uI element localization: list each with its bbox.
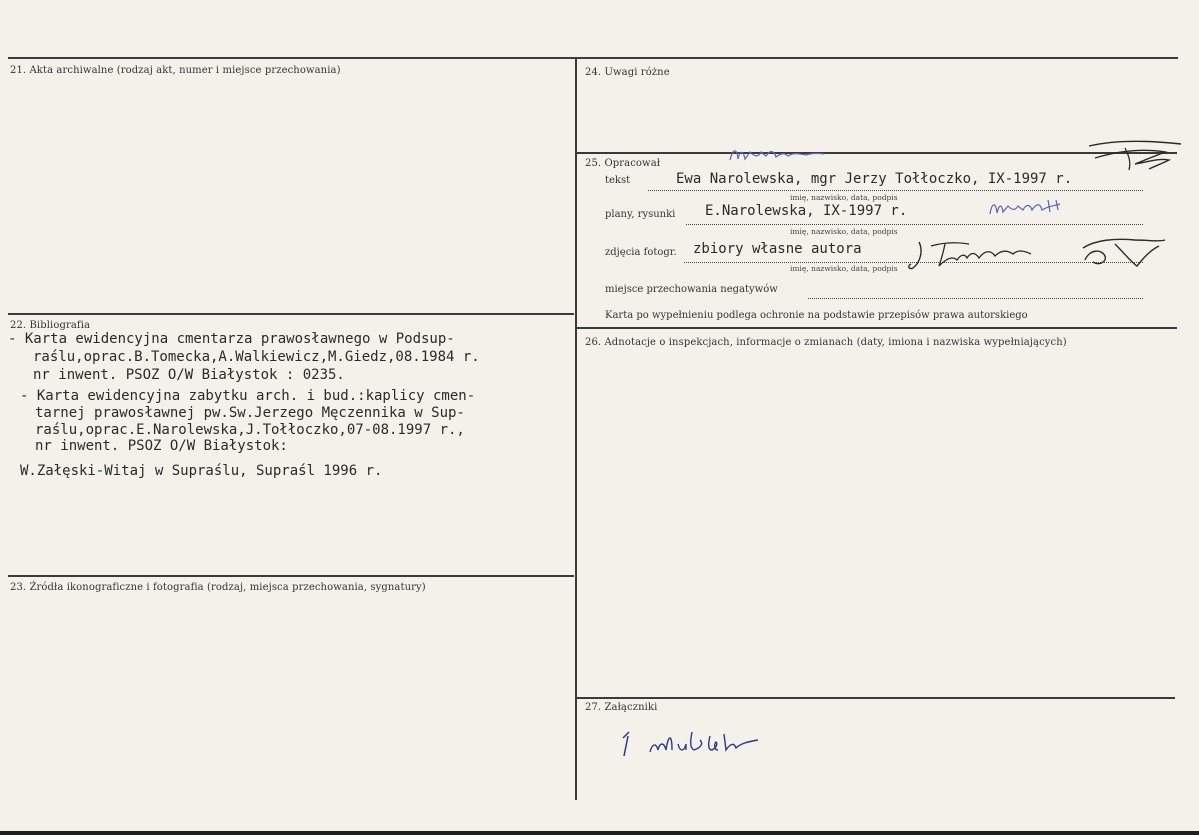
divider-22-23 — [8, 575, 574, 577]
attachments-handwritten-note — [620, 726, 765, 760]
bibliography-line: - Karta ewidencyjna cmentarza prawosławnego w Podsup- — [8, 331, 455, 347]
signature-narolewska-plans — [988, 196, 1068, 220]
text-row-label: tekst — [605, 175, 631, 186]
divider-26-27 — [577, 697, 1175, 699]
signature-tolloczko-paraph-1 — [1085, 138, 1185, 172]
section-27-label: 27. Załączniki — [585, 702, 658, 713]
bibliography-line: nr inwent. PSOZ O/W Białystok: — [35, 438, 288, 454]
signature-tolloczko-photos — [905, 236, 1040, 274]
copyright-note: Karta po wypełnieniu podlega ochronie na podstawie przepisów prawa autorskiego — [605, 310, 1028, 321]
plans-row-caption: imię, nazwisko, data, podpis — [790, 227, 898, 236]
divider-21-22 — [8, 313, 574, 315]
card-bottom-edge — [0, 831, 1199, 835]
negatives-row-label: miejsce przechowania negatywów — [605, 284, 778, 295]
section-26-label: 26. Adnotacje o inspekcjach, informacje o zmianach (daty, imiona i nazwiska wypełniających) — [585, 337, 1067, 348]
text-row-caption: imię, nazwisko, data, podpis — [790, 193, 898, 202]
center-divider — [575, 57, 577, 800]
section-23-label: 23. Źródła ikonograficzne i fotografia (rodzaj, miejsca przechowania, sygnatury) — [10, 582, 426, 593]
bibliography-line: W.Załęski-Witaj w Supraślu, Supraśl 1996 r. — [20, 463, 383, 479]
divider-25-26 — [577, 327, 1177, 329]
bibliography-line: raślu,oprac.E.Narolewska,J.Tołłoczko,07-08.1997 r., — [35, 422, 465, 438]
plans-row-value: E.Narolewska, IX-1997 r. — [705, 203, 908, 219]
plans-row-line — [686, 224, 1143, 225]
photos-row-value: zbiory własne autora — [693, 241, 862, 257]
top-rule — [8, 57, 1178, 59]
bibliography-line: - Karta ewidencyjna zabytku arch. i bud.:kaplicy cmen- — [20, 388, 476, 404]
negatives-row-line — [808, 298, 1143, 299]
plans-row-label: plany, rysunki — [605, 209, 676, 220]
text-row-line — [648, 190, 1143, 191]
photos-row-label: zdjęcia fotogr. — [605, 247, 677, 258]
section-25-label: 25. Opracował — [585, 158, 661, 169]
bibliography-line: raślu,oprac.B.Tomecka,A.Walkiewicz,M.Giedz,08.1984 r. — [33, 349, 480, 365]
signature-tolloczko-paraph-2 — [1075, 234, 1170, 270]
section-21-label: 21. Akta archiwalne (rodzaj akt, numer i miejsce przechowania) — [10, 65, 341, 76]
photos-row-caption: imię, nazwisko, data, podpis — [790, 264, 898, 273]
text-row-value: Ewa Narolewska, mgr Jerzy Tołłoczko, IX-1997 r. — [676, 171, 1073, 187]
section-24-label: 24. Uwagi różne — [585, 67, 670, 78]
bibliography-line: tarnej prawosławnej pw.Sw.Jerzego Męczennika w Sup- — [35, 405, 465, 421]
bibliography-line: nr inwent. PSOZ O/W Białystok : 0235. — [33, 367, 345, 383]
section-22-label: 22. Bibliografia — [10, 320, 91, 331]
signature-narolewska-top — [728, 144, 828, 166]
